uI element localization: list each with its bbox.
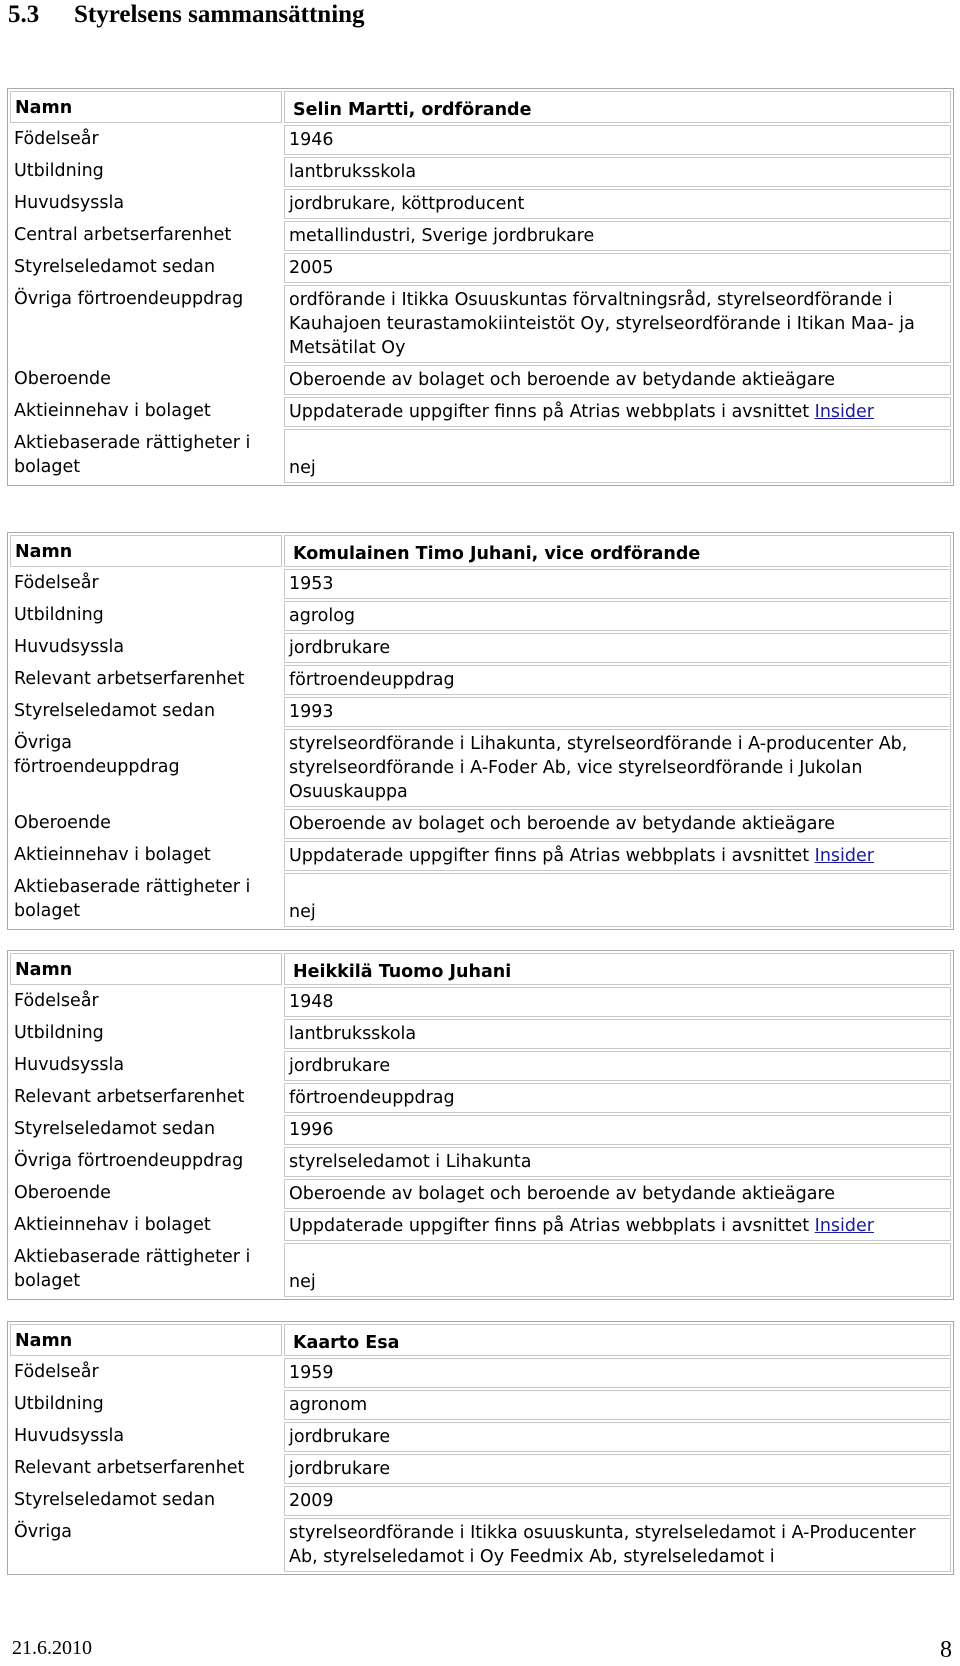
member-name: Kaarto Esa: [284, 1324, 951, 1356]
label-experience: Central arbetserfarenhet: [14, 225, 232, 245]
label-share-rights: Aktiebaserade rättigheter i bolaget: [14, 1247, 251, 1291]
member-experience: förtroendeuppdrag: [284, 665, 951, 695]
holdings-text: Uppdaterade uppgifter finns på Atrias webbplats i avsnittet: [289, 846, 815, 866]
label-occupation: Huvudsyssla: [14, 637, 125, 657]
member-table-3: [7, 950, 954, 1300]
label-experience: Relevant arbetserfarenhet: [14, 1458, 245, 1478]
member-table-2: [7, 532, 954, 930]
member-education: lantbruksskola: [284, 1019, 951, 1049]
label-holdings: Aktieinnehav i bolaget: [14, 1215, 211, 1235]
member-born: 1953: [284, 569, 951, 599]
label-since: Styrelseledamot sedan: [14, 701, 216, 721]
member-other: styrelseledamot i Lihakunta: [284, 1147, 951, 1177]
member-other: styrelseordförande i Itikka osuuskunta, styrelseledamot i A-Producenter Ab, styrelseledamot i Oy Feedmix Ab, styrelseledamot i: [284, 1518, 951, 1572]
footer-date: 21.6.2010: [12, 1637, 92, 1659]
section-number: 5.3: [8, 1, 40, 28]
member-table-4: [7, 1321, 954, 1575]
label-namn: Namn: [10, 535, 282, 567]
page-number: 8: [940, 1637, 952, 1663]
label-born: Födelseår: [14, 1362, 99, 1382]
member-share-rights: nej: [284, 429, 951, 483]
label-holdings: Aktieinnehav i bolaget: [14, 401, 211, 421]
member-experience: metallindustri, Sverige jordbrukare: [284, 221, 951, 251]
label-holdings: Aktieinnehav i bolaget: [14, 845, 211, 865]
label-education: Utbildning: [14, 161, 104, 181]
label-since: Styrelseledamot sedan: [14, 257, 216, 277]
member-born: 1959: [284, 1358, 951, 1388]
member-share-rights: nej: [284, 873, 951, 927]
member-since: 2009: [284, 1486, 951, 1516]
label-share-rights: Aktiebaserade rättigheter i bolaget: [14, 877, 251, 921]
member-table-1: [7, 88, 954, 486]
label-share-rights: Aktiebaserade rättigheter i bolaget: [14, 433, 251, 477]
label-born: Födelseår: [14, 129, 99, 149]
label-other-line1: Övriga: [14, 733, 73, 753]
member-born: 1946: [284, 125, 951, 155]
member-education: agronom: [284, 1390, 951, 1420]
label-namn: Namn: [10, 91, 282, 123]
member-occupation: jordbrukare: [284, 1051, 951, 1081]
label-other: [10, 729, 282, 807]
label-education: Utbildning: [14, 1023, 104, 1043]
member-other: ordförande i Itikka Osuuskuntas förvaltningsråd, styrelseordförande i Kauhajoen teurastamokiinteistöt Oy, styrelseordförande i Itikan Maa- ja Metsätilat Oy: [284, 285, 951, 363]
member-independence: Oberoende av bolaget och beroende av betydande aktieägare: [284, 365, 951, 395]
member-occupation: jordbrukare: [284, 1422, 951, 1452]
label-since: Styrelseledamot sedan: [14, 1119, 216, 1139]
member-holdings: [284, 841, 951, 871]
member-independence: Oberoende av bolaget och beroende av betydande aktieägare: [284, 809, 951, 839]
label-independence: Oberoende: [14, 1183, 111, 1203]
label-other: Övriga förtroendeuppdrag: [14, 289, 244, 309]
member-experience: jordbrukare: [284, 1454, 951, 1484]
label-other: Övriga: [14, 1522, 73, 1542]
label-experience: Relevant arbetserfarenhet: [14, 669, 245, 689]
member-independence: Oberoende av bolaget och beroende av betydande aktieägare: [284, 1179, 951, 1209]
member-born: 1948: [284, 987, 951, 1017]
member-since: 1996: [284, 1115, 951, 1145]
label-since: Styrelseledamot sedan: [14, 1490, 216, 1510]
label-other: Övriga förtroendeuppdrag: [14, 1151, 244, 1171]
label-born: Födelseår: [14, 573, 99, 593]
member-since: 1993: [284, 697, 951, 727]
label-education: Utbildning: [14, 605, 104, 625]
member-other: styrelseordförande i Lihakunta, styrelseordförande i A-producenter Ab, styrelseordförande i A-Foder Ab, vice styrelseordförande i Jukolan Osuuskauppa: [284, 729, 951, 807]
insider-link[interactable]: Insider: [814, 846, 874, 866]
member-occupation: jordbrukare, köttproducent: [284, 189, 951, 219]
insider-link[interactable]: Insider: [814, 402, 874, 422]
member-share-rights: nej: [284, 1243, 951, 1297]
member-education: lantbruksskola: [284, 157, 951, 187]
member-name: Komulainen Timo Juhani, vice ordförande: [284, 535, 951, 567]
insider-link[interactable]: Insider: [814, 1216, 874, 1236]
section-heading: [8, 0, 365, 30]
label-born: Födelseår: [14, 991, 99, 1011]
label-occupation: Huvudsyssla: [14, 193, 125, 213]
label-occupation: Huvudsyssla: [14, 1055, 125, 1075]
member-since: 2005: [284, 253, 951, 283]
member-holdings: [284, 1211, 951, 1241]
member-holdings: [284, 397, 951, 427]
label-other-line2: förtroendeuppdrag: [14, 757, 180, 777]
section-title: Styrelsens sammansättning: [74, 1, 365, 28]
label-experience: Relevant arbetserfarenhet: [14, 1087, 245, 1107]
member-experience: förtroendeuppdrag: [284, 1083, 951, 1113]
label-education: Utbildning: [14, 1394, 104, 1414]
label-namn: Namn: [10, 1324, 282, 1356]
member-occupation: jordbrukare: [284, 633, 951, 663]
label-independence: Oberoende: [14, 813, 111, 833]
label-namn: Namn: [10, 953, 282, 985]
holdings-text: Uppdaterade uppgifter finns på Atrias webbplats i avsnittet: [289, 1216, 815, 1236]
label-independence: Oberoende: [14, 369, 111, 389]
member-name: Selin Martti, ordförande: [284, 91, 951, 123]
member-name: Heikkilä Tuomo Juhani: [284, 953, 951, 985]
label-occupation: Huvudsyssla: [14, 1426, 125, 1446]
member-education: agrolog: [284, 601, 951, 631]
holdings-text: Uppdaterade uppgifter finns på Atrias webbplats i avsnittet: [289, 402, 815, 422]
